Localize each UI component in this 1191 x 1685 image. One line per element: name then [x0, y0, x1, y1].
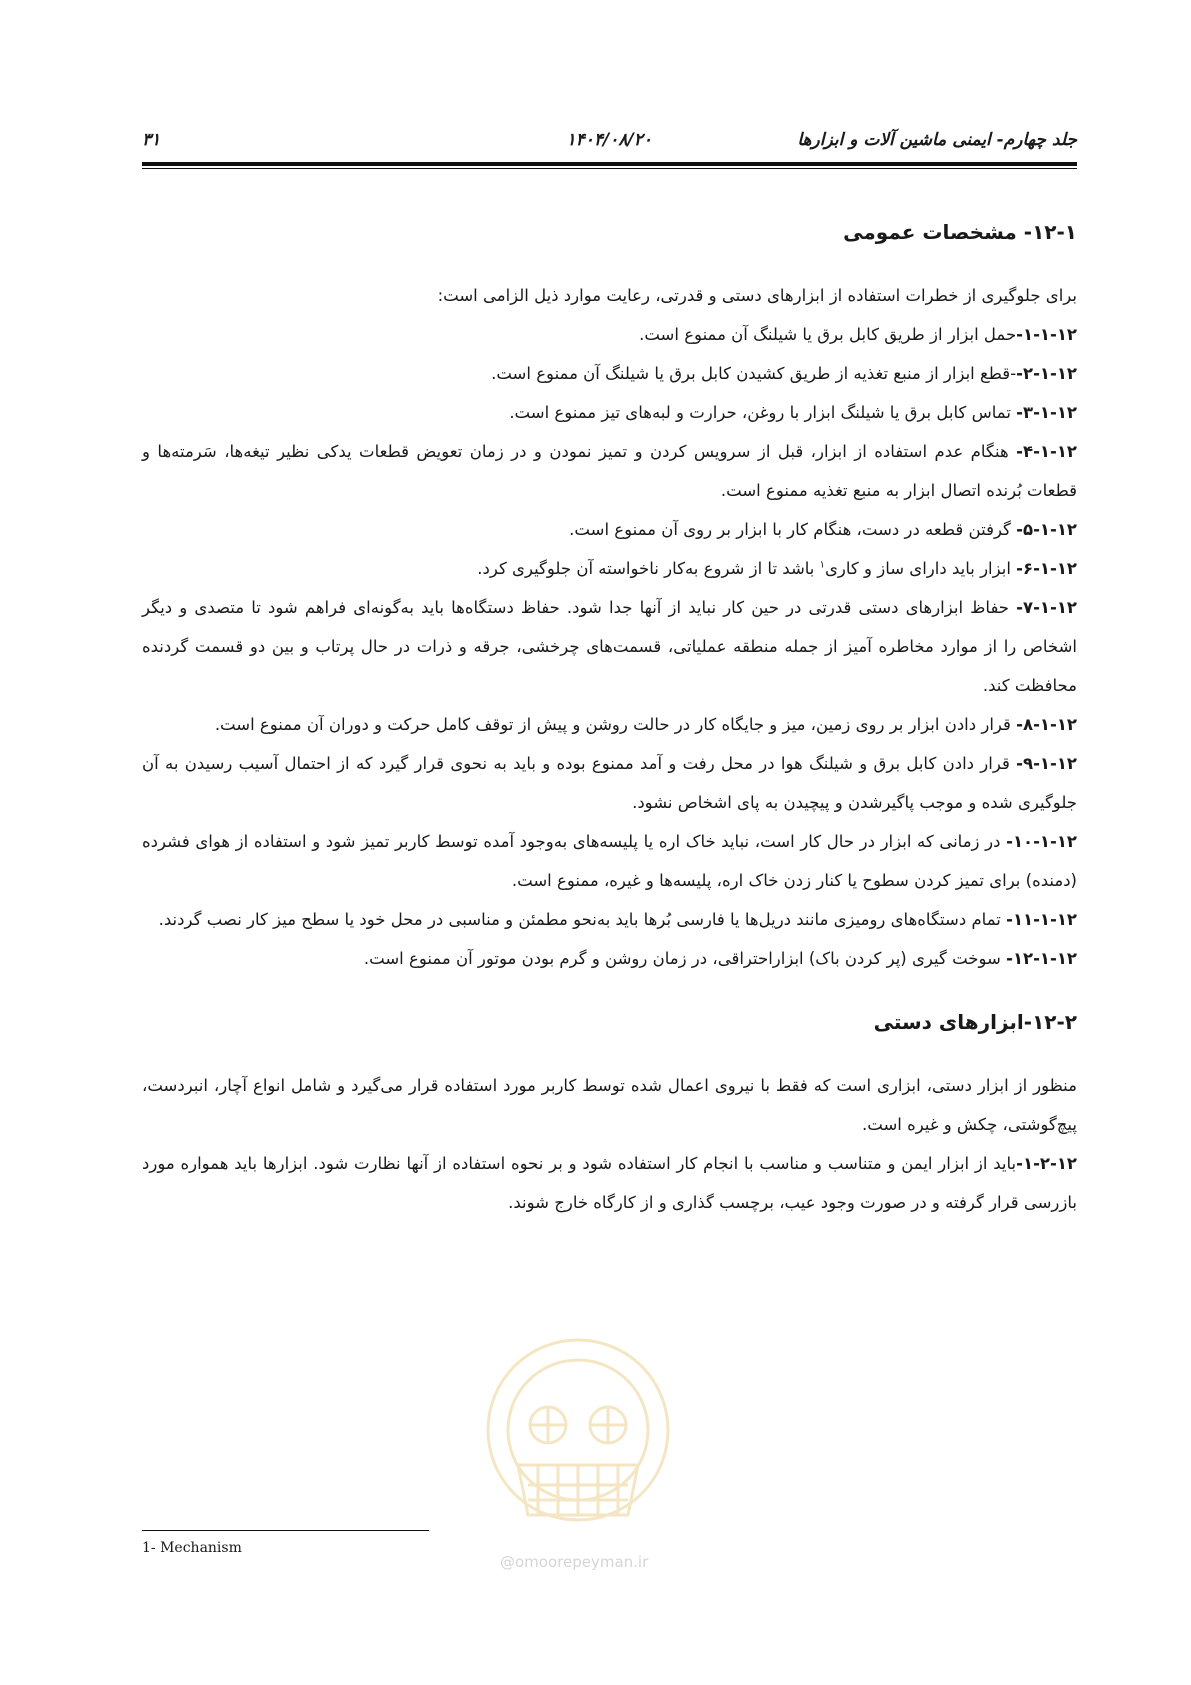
item-text: حمل ابزار از طریق کابل برق یا شیلنگ آن ممنوع است.: [639, 325, 1017, 344]
item-text: حفاظ ابزارهای دستی قدرتی در حین کار نباید از آنها جدا شود. حفاظ دستگاه‌ها باید به‌گونه‌ای فراهم شود تا متصدی و دیگر اشخاص را از موارد مخاطره آمیز از جمله منطقه عملیاتی، قسمت‌های چرخشی، جرقه و ذرات در حال پرتاب و بین دو قسمت گردنده محافظت کند.: [142, 598, 1077, 695]
item-number: ۱-۲-۱۲-: [1016, 1154, 1077, 1173]
list-item: [142, 705, 1077, 744]
page-header: [142, 128, 1077, 160]
item-text-after: باشد تا از شروع به‌کار ناخواسته آن جلوگیری کرد.: [477, 559, 820, 578]
list-item: [142, 1144, 1077, 1222]
item-number: ۱۰-۱-۱۲-: [1006, 832, 1077, 851]
item-text: -قطع ابزار از منبع تغذیه از طریق کشیدن کابل برق یا شیلنگ آن ممنوع است.: [491, 364, 1017, 383]
page-number: ۳۱: [142, 130, 161, 150]
item-number: ۷-۱-۱۲-: [1016, 598, 1077, 617]
item-text: تماس کابل برق یا شیلنگ ابزار با روغن، حرارت و لبه‌های تیز ممنوع است.: [509, 403, 1017, 422]
footnote-marker: ۱: [819, 559, 826, 571]
list-item: [142, 900, 1077, 939]
page-content: [142, 212, 1077, 1222]
item-number: ۳-۱-۱۲-: [1016, 403, 1077, 422]
watermark-logo-icon: [478, 1315, 678, 1565]
item-number: ۵-۱-۱۲-: [1016, 520, 1077, 539]
item-text: سوخت گیری (پر کردن باک) ابزاراحتراقی، در زمان روشن و گرم بودن موتور آن ممنوع است.: [363, 949, 1007, 968]
section-intro: منظور از ابزار دستی، ابزاری است که فقط با نیروی اعمال شده توسط کاربر مورد استفاده قرار می‌گیرد و شامل انواع آچار، انبردست، پیچ‌گوشتی، چکش و غیره است.: [142, 1076, 1077, 1134]
list-item: [142, 432, 1077, 510]
header-rule-thick: [142, 162, 1077, 166]
list-item: [142, 354, 1077, 393]
header-title: جلد چهارم- ایمنی ماشین آلات و ابزارها: [797, 130, 1077, 150]
list-item: [142, 744, 1077, 822]
section-heading: ۱۲-۲-ابزارهای دستی: [873, 1010, 1077, 1034]
footnote-rule: [142, 1530, 429, 1531]
header-rule-thin: [142, 168, 1077, 169]
item-number: ۱-۱-۱۲-: [1016, 325, 1077, 344]
item-text: هنگام عدم استفاده از ابزار، قبل از سرویس کردن و تمیز نمودن و در زمان تعویض قطعات یدکی نظیر تیغه‌ها، سَرمته‌ها و قطعات بُرنده اتصال ابزار به منبع تغذیه ممنوع است.: [142, 442, 1077, 500]
list-item: [142, 510, 1077, 549]
list-item: [142, 549, 1077, 588]
list-item: [142, 588, 1077, 705]
item-text: قرار دادن ابزار بر روی زمین، میز و جایگاه کار در حالت روشن و پیش از توقف کامل حرکت و دوران آن ممنوع است.: [214, 715, 1017, 734]
item-text: در زمانی که ابزار در حال کار است، نباید خاک اره یا پلیسه‌های به‌وجود آمده توسط کاربر تمیز شود و استفاده از هوای فشرده (دمنده) برای تمیز کردن سطوح یا کنار زدن خاک اره، پلیسه‌ها و غیره، ممنوع است.: [142, 832, 1077, 890]
item-text: گرفتن قطعه در دست، هنگام کار با ابزار بر روی آن ممنوع است.: [569, 520, 1017, 539]
watermark-text: @omoorepeyman.ir: [500, 1553, 649, 1571]
footnote: 1- Mechanism: [142, 1540, 242, 1556]
item-number: ۱۲-۱-۱۲-: [1006, 949, 1077, 968]
item-number: ۲-۱-۱۲-: [1016, 364, 1077, 383]
item-text: تمام دستگاه‌های رومیزی مانند دریل‌ها یا فارسی بُرها باید به‌نحو مطمئن و مناسبی در محل خود یا سطح میز کار نصب گردند.: [158, 910, 1007, 929]
item-text: باید از ابزار ایمن و متناسب و مناسب با انجام کار استفاده شود و بر نحوه استفاده از آنها نظارت شود. ابزارها باید همواره مورد بازرسی قرار گرفته و در صورت وجود عیب، برچسب گذاری و از کارگاه خارج شوند.: [142, 1154, 1077, 1212]
header-date: ۱۴۰۴/۰۸/۲۰: [566, 130, 652, 150]
list-item: [142, 939, 1077, 978]
item-number: ۹-۱-۱۲-: [1016, 754, 1077, 773]
item-number: ۴-۱-۱۲-: [1016, 442, 1077, 461]
list-item: [142, 822, 1077, 900]
section-heading: ۱۲-۱- مشخصات عمومی: [843, 220, 1077, 244]
list-item: [142, 393, 1077, 432]
item-text: قرار دادن کابل برق و شیلنگ هوا در محل رفت و آمد ممنوع بوده و باید به نحوی قرار گیرد که از احتمال آسیب رسیدن به آن جلوگیری شده و موجب پاگیرشدن و پیچیدن به پای اشخاص نشود.: [142, 754, 1077, 812]
item-number: ۶-۱-۱۲-: [1016, 559, 1077, 578]
section-intro: برای جلوگیری از خطرات استفاده از ابزارهای دستی و قدرتی، رعایت موارد ذیل الزامی است:: [437, 286, 1077, 305]
item-number: ۱۱-۱-۱۲-: [1006, 910, 1077, 929]
item-text: ابزار باید دارای ساز و کاری: [825, 559, 1017, 578]
list-item: [142, 315, 1077, 354]
item-number: ۸-۱-۱۲-: [1016, 715, 1077, 734]
